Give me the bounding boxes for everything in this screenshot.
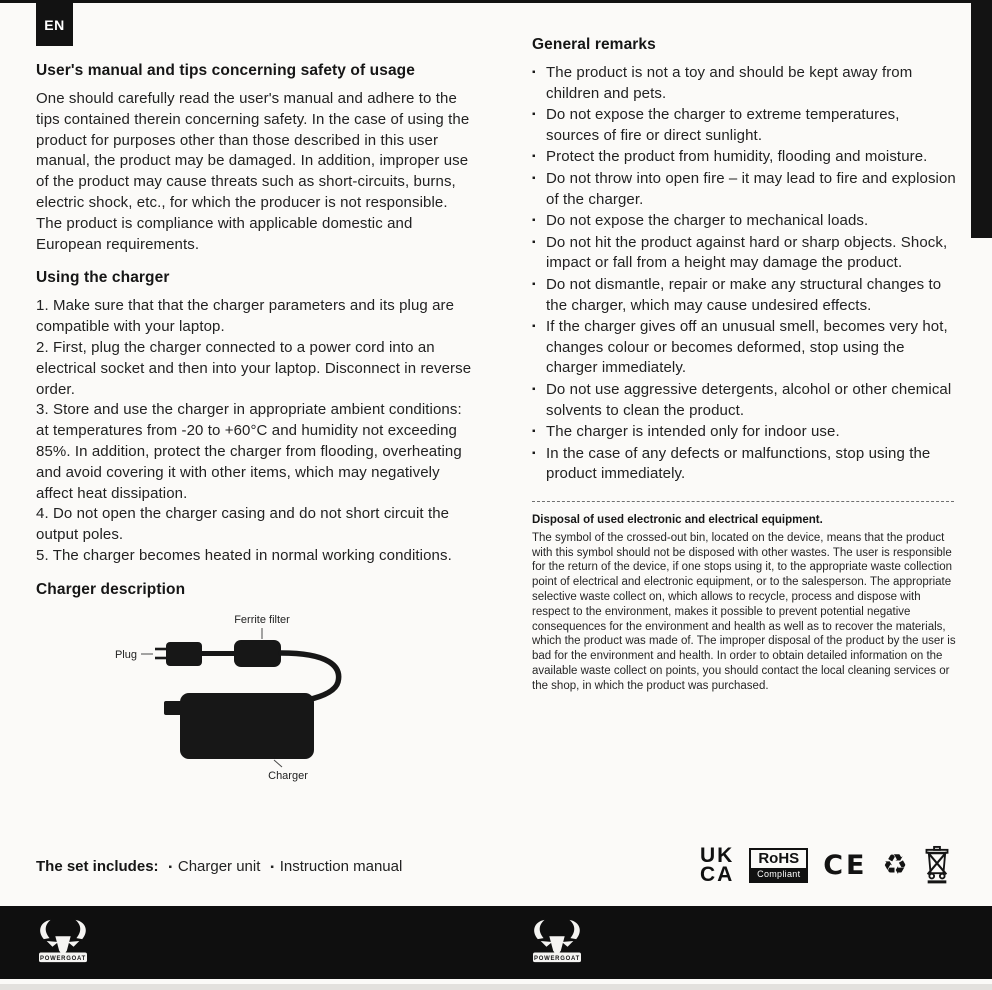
set-includes-items [159,858,403,875]
set-includes-label: The set includes: [36,858,159,875]
rohs-label: RoHS [758,849,800,867]
plug-body [166,642,202,666]
weee-crossed-bin-icon [923,845,951,885]
remark-item: ▪ Protect the product from humidity, flooding and moisture. [532,147,956,168]
remark-item: ▪ Do not expose the charger to extreme temperatures, sources of fire or direct sunlight. [532,105,956,146]
ce-mark-icon: CE [823,849,868,881]
rohs-compliant-label: Compliant [751,868,806,881]
right-column [532,36,956,694]
left-column [36,62,474,788]
ukca-line1: UK [700,844,735,867]
charger-body [180,693,314,759]
powergoat-brand-text: POWERGOAT [533,955,581,962]
charger-pointer-line [274,760,282,767]
section-title-general-remarks: General remarks [532,36,656,53]
ferrite-filter-body [234,640,281,667]
compliance-marks [700,845,951,885]
remark-item: ▪ Do not throw into open fire – it may lead to fire and explosion of the charger. [532,169,956,210]
ferrite-filter-label: Ferrite filter [234,613,290,626]
page-bottom-edge [0,984,992,990]
rohs-mark [749,848,808,883]
charger-step: 5. The charger becomes heated in normal working conditions. [36,546,452,564]
charger-steps-list [36,296,474,566]
charger-step: 4. Do not open the charger casing and do not short circuit the output poles. [36,505,450,544]
set-includes-item: ▪ Instruction manual [270,858,402,875]
remark-item: ▪ The product is not a toy and should be kept away from children and pets. [532,63,956,104]
section-title-using-charger: Using the charger [36,269,170,287]
charger-step: 3. Store and use the charger in appropriate ambient conditions: at temperatures from -20 to +60°C and humidity not exceeding 85%. In addition, protect the charger from flooding, overheating and avoid covering it with other items, which may negatively affect heat dissipation. [36,401,462,502]
disposal-title: Disposal of used electronic and electrical equipment. [532,513,823,526]
page-top-edge [0,0,992,3]
charger-diagram [36,608,472,788]
usage-safety-paragraph: One should carefully read the user's manual and adhere to the tips contained therein concerning safety. In the case of using the product for purposes other than those described in this user manual, the product may be damaged. In addition, improper use of the product may cause threats such as short-circuits, burns, electric shock, etc., for which the producer is not responsible. The product is compliance with applicable domestic and European requirements. [36,90,470,253]
page-right-strip [971,0,992,238]
charger-label: Charger [268,769,308,782]
general-remarks-list [532,63,956,485]
ukca-mark [700,846,734,884]
recycle-icon: ♻ [882,848,908,881]
footer-bar [0,906,992,979]
plug-label: Plug [114,648,137,661]
set-includes-row [36,858,402,875]
remark-item: ▪ In the case of any defects or malfunctions, stop using the product immediately. [532,444,956,485]
remark-item: ▪ Do not dismantle, repair or make any structural changes to the charger, which may cause undesired effects. [532,275,956,316]
section-title-charger-description: Charger description [36,580,186,598]
remark-item: ▪ Do not hit the product against hard or sharp objects. Shock, impact or fall from a height may damage the product. [532,233,956,274]
dashed-divider [532,501,954,502]
remark-item: ▪ Do not expose the charger to mechanical loads. [532,211,956,232]
section-title-usage-safety: User's manual and tips concerning safety of usage [36,62,415,79]
remark-item: ▪ The charger is intended only for indoor use. [532,422,956,443]
ukca-line2: CA [700,863,735,886]
plug-ferrite-link [202,651,234,656]
remark-item: ▪ If the charger gives off an unusual smell, becomes very hot, changes colour or becomes deformed, stop using the charger immediately. [532,317,956,379]
charger-inlet [164,701,182,715]
remark-item: ▪ Do not use aggressive detergents, alcohol or other chemical solvents to clean the product. [532,380,956,421]
charger-step: 1. Make sure that that the charger parameters and its plug are compatible with your laptop. [36,297,455,336]
powergoat-logo [34,918,92,966]
charger-step: 2. First, plug the charger connected to a power cord into an electrical socket and then into your laptop. Disconnect in reverse order. [36,338,472,398]
disposal-paragraph: The symbol of the crossed-out bin, located on the device, means that the product with this symbol should not be disposed with other wastes. The user is responsible for the return of the device, if one stops using it, to the appropriate waste collection point of electrical and electronic equipment, or to the salesperson. The appropriate selective waste collect on, which allows to recycle, process and dispose with respect to the environment, makes it possible to prevent potential negative consequences for the environment and health as well as to recover the materials, which the product was made of. The improper disposal of the product by the user is bad for the environment and health. In order to obtain detailed information on the available waste collect on points, you should contact the local cleaning services or the shop, in which the product was purchased. [532,531,956,692]
powergoat-brand-text: POWERGOAT [39,955,87,962]
set-includes-item: ▪ Charger unit [169,858,261,875]
language-badge: EN [36,3,73,46]
powergoat-logo [528,918,586,966]
